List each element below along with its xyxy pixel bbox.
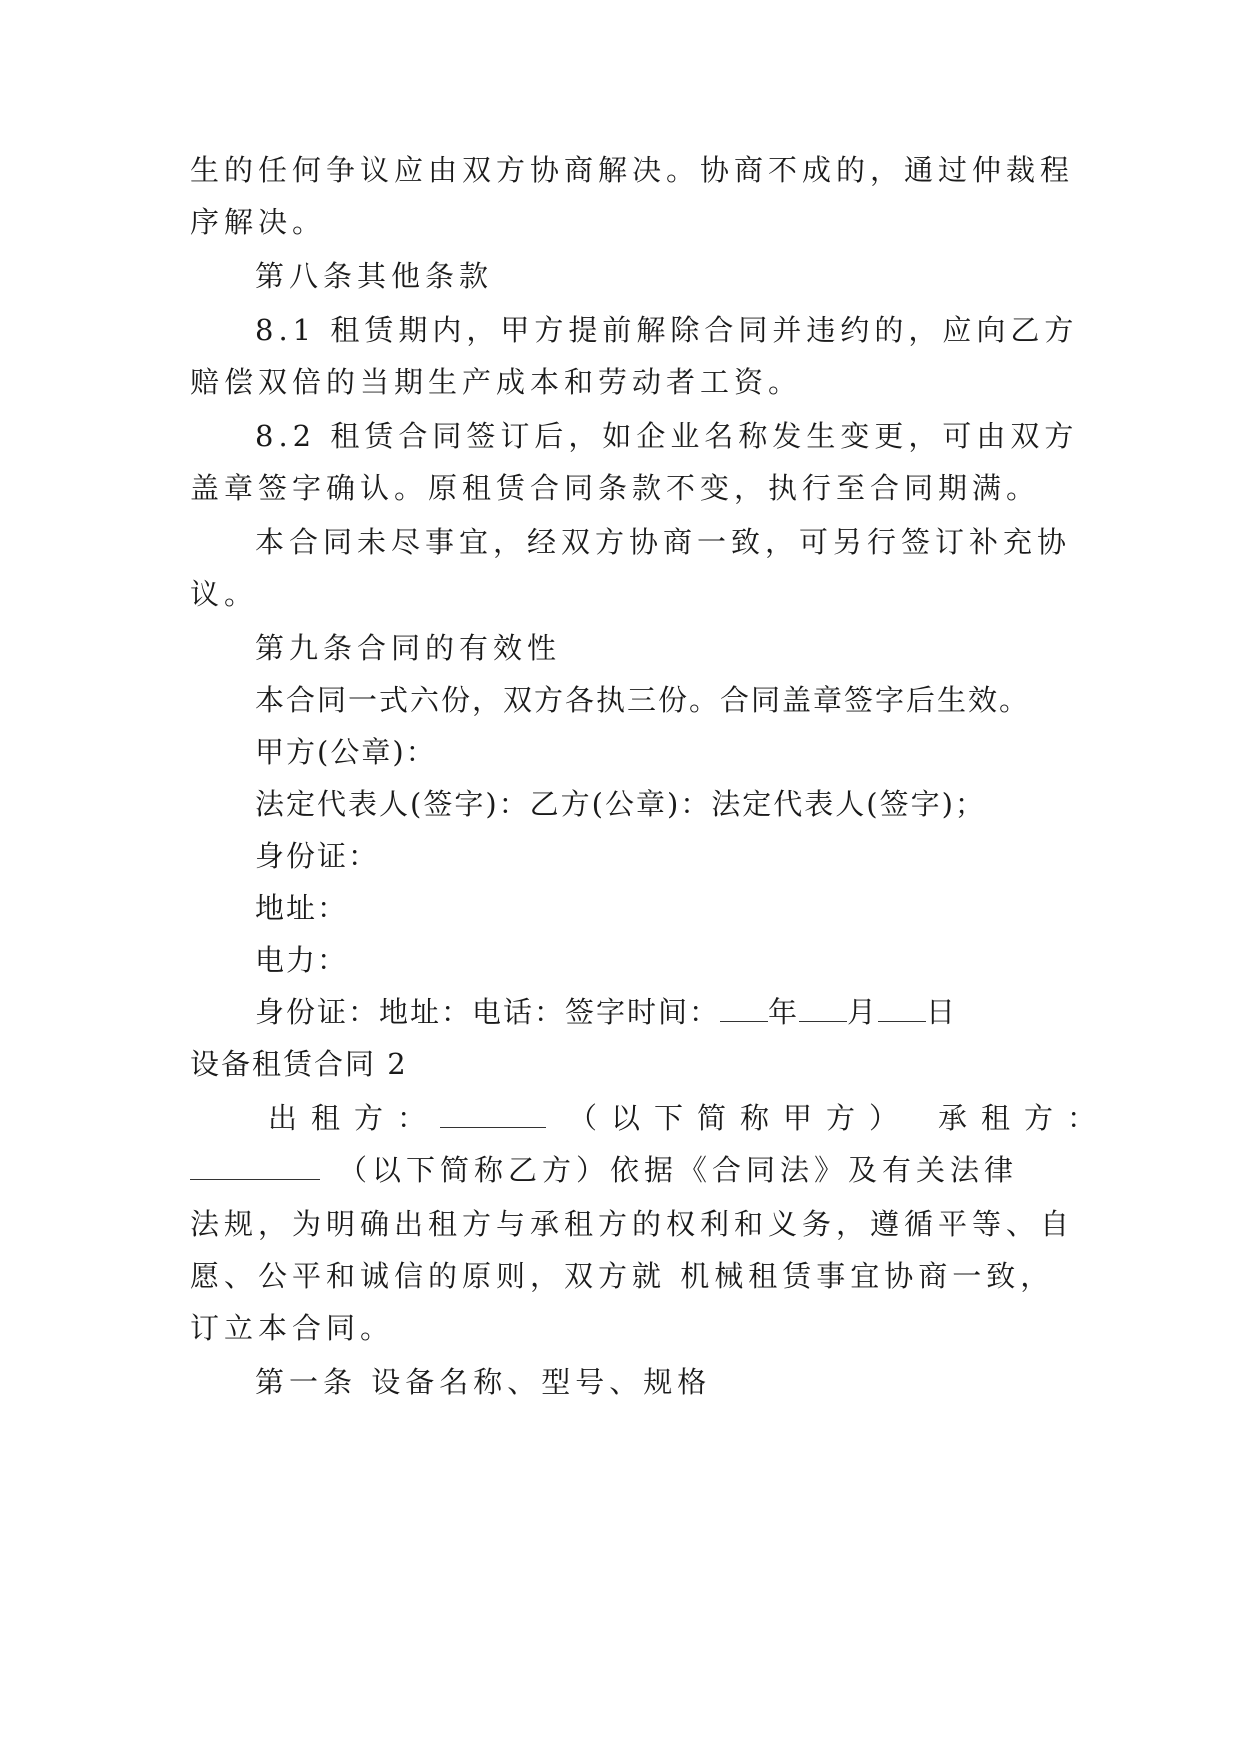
paragraph-line: 订立本合同。 — [190, 1311, 395, 1345]
paragraph-line: 愿、公平和诚信的原则，双方就 机械租赁事宜协商一致， — [190, 1259, 1055, 1293]
paragraph-line: 赔偿双倍的当期生产成本和劳动者工资。 — [190, 365, 803, 399]
day-blank — [878, 995, 926, 1022]
lessee-blank — [190, 1153, 320, 1180]
paragraph-line: 法规，为明确出租方与承租方的权利和义务，遵循平等、自 — [190, 1207, 1075, 1241]
lessor-line — [268, 1098, 1110, 1138]
lessor-abbrev: （以下简称甲方） — [568, 1101, 913, 1135]
day-label: 日 — [926, 995, 958, 1029]
address-field: 地址： — [255, 891, 349, 925]
paragraph-line: 本合同一式六份，双方各执三份。合同盖章签字后生效。 — [255, 683, 1031, 717]
section-heading: 第一条 设备名称、型号、规格 — [255, 1365, 712, 1399]
lessor-blank — [440, 1101, 546, 1128]
section-heading: 第八条其他条款 — [255, 259, 494, 293]
year-label: 年 — [768, 995, 800, 1029]
contract-title: 设备租赁合同 2 — [190, 1047, 408, 1081]
section-heading: 第九条合同的有效性 — [255, 631, 562, 665]
paragraph-line: 8.1 租赁期内，甲方提前解除合同并违约的，应向乙方 — [255, 313, 1079, 347]
signature-field-party-a: 甲方(公章)： — [255, 735, 437, 769]
month-blank — [799, 995, 847, 1022]
signature-field-representatives: 法定代表人(签字)：乙方(公章)：法定代表人(签字)； — [255, 787, 986, 821]
lessee-label: 承租方： — [938, 1101, 1111, 1135]
paragraph-line: 议。 — [190, 577, 259, 611]
month-label: 月 — [847, 995, 879, 1029]
paragraph-line: 序解决。 — [190, 205, 327, 239]
lessee-line — [190, 1150, 1018, 1190]
paragraph-line: 盖章签字确认。原租赁合同条款不变，执行至合同期满。 — [190, 471, 1041, 505]
year-blank — [720, 995, 768, 1022]
id-card-field: 身份证： — [255, 839, 380, 873]
electricity-field: 电力： — [255, 943, 349, 977]
paragraph-line: 本合同未尽事宜，经双方协商一致，可另行签订补充协 — [255, 525, 1072, 559]
paragraph-line: 8.2 租赁合同签订后，如企业名称发生变更，可由双方 — [255, 419, 1079, 453]
paragraph-line: 生的任何争议应由双方协商解决。协商不成的，通过仲裁程 — [190, 153, 1075, 187]
signing-info-line — [255, 992, 957, 1032]
signing-info-label: 身份证：地址：电话：签字时间： — [255, 995, 721, 1029]
lessee-abbrev: （以下简称乙方）依据《合同法》及有关法律 — [338, 1153, 1019, 1187]
lessor-label: 出租方： — [268, 1101, 441, 1135]
